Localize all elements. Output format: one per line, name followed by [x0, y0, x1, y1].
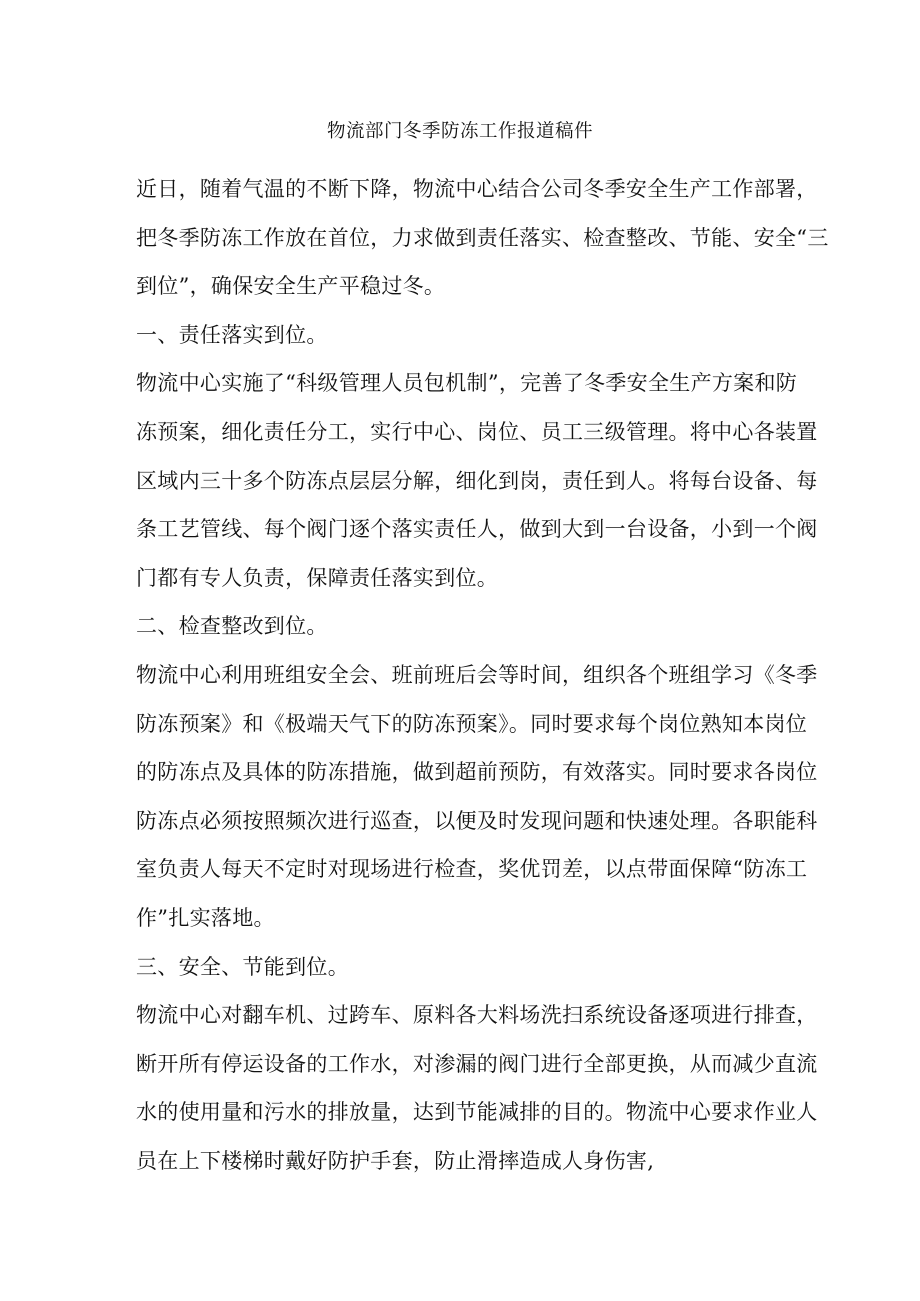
paragraph-line: 物流中心利用班组安全会、班前班后会等时间，组织各个班组学习《冬季 — [136, 662, 818, 687]
section-paragraph — [136, 359, 818, 602]
section-heading: 一、责任落实到位。 — [136, 322, 328, 347]
paragraph-line: 物流中心实施了“科级管理人员包机制”，完善了冬季安全生产方案和防 — [136, 371, 798, 396]
paragraph-line: 室负责人每天不定时对现场进行检查，奖优罚差，以点带面保障“防冻工 — [136, 857, 808, 882]
paragraph-line: 条工艺管线、每个阀门逐个落实责任人，做到大到一台设备，小到一个阀 — [136, 517, 818, 542]
paragraph-line: 把冬季防冻工作放在首位，力求做到责任落实、检查整改、节能、安全“三 — [136, 225, 829, 250]
paragraph-line: 断开所有停运设备的工作水，对渗漏的阀门进行全部更换，从而减少直流 — [136, 1051, 818, 1076]
section-paragraph — [136, 991, 818, 1185]
paragraph-line: 作”扎实落地。 — [136, 905, 275, 930]
document-body — [136, 165, 829, 1185]
paragraph-line: 门都有专人负责，保障责任落实到位。 — [136, 565, 499, 590]
intro-paragraph — [136, 165, 829, 311]
paragraph-line: 到位”，确保安全生产平稳过冬。 — [136, 274, 446, 299]
paragraph-line: 冻预案，细化责任分工，实行中心、岗位、员工三级管理。将中心各装置 — [136, 419, 818, 444]
section-paragraph — [136, 651, 818, 943]
paragraph-line: 物流中心对翻车机、过跨车、原料各大料场洗扫系统设备逐项进行排查， — [136, 1003, 818, 1028]
section-heading: 二、检查整改到位。 — [136, 614, 328, 639]
paragraph-line: 防冻点必须按照频次进行巡查，以便及时发现问题和快速处理。各职能科 — [136, 808, 818, 833]
paragraph-line: 水的使用量和污水的排放量，达到节能减排的目的。物流中心要求作业人 — [136, 1100, 818, 1125]
paragraph-line: 近日，随着气温的不断下降，物流中心结合公司冬季安全生产工作部署， — [136, 177, 818, 201]
section-heading: 三、安全、节能到位。 — [136, 954, 349, 979]
paragraph-line: 的防冻点及具体的防冻措施，做到超前预防，有效落实。同时要求各岗位 — [136, 760, 818, 785]
paragraph-line: 员在上下楼梯时戴好防护手套，防止滑摔造成人身伤害, — [136, 1148, 655, 1173]
paragraph-line: 区域内三十多个防冻点层层分解，细化到岗，责任到人。将每台设备、每 — [136, 468, 818, 493]
document-title: 物流部门冬季防冻工作报道稿件 — [326, 121, 593, 142]
paragraph-line: 防冻预案》和《极端天气下的防冻预案》。同时要求每个岗位熟知本岗位 — [136, 711, 808, 736]
